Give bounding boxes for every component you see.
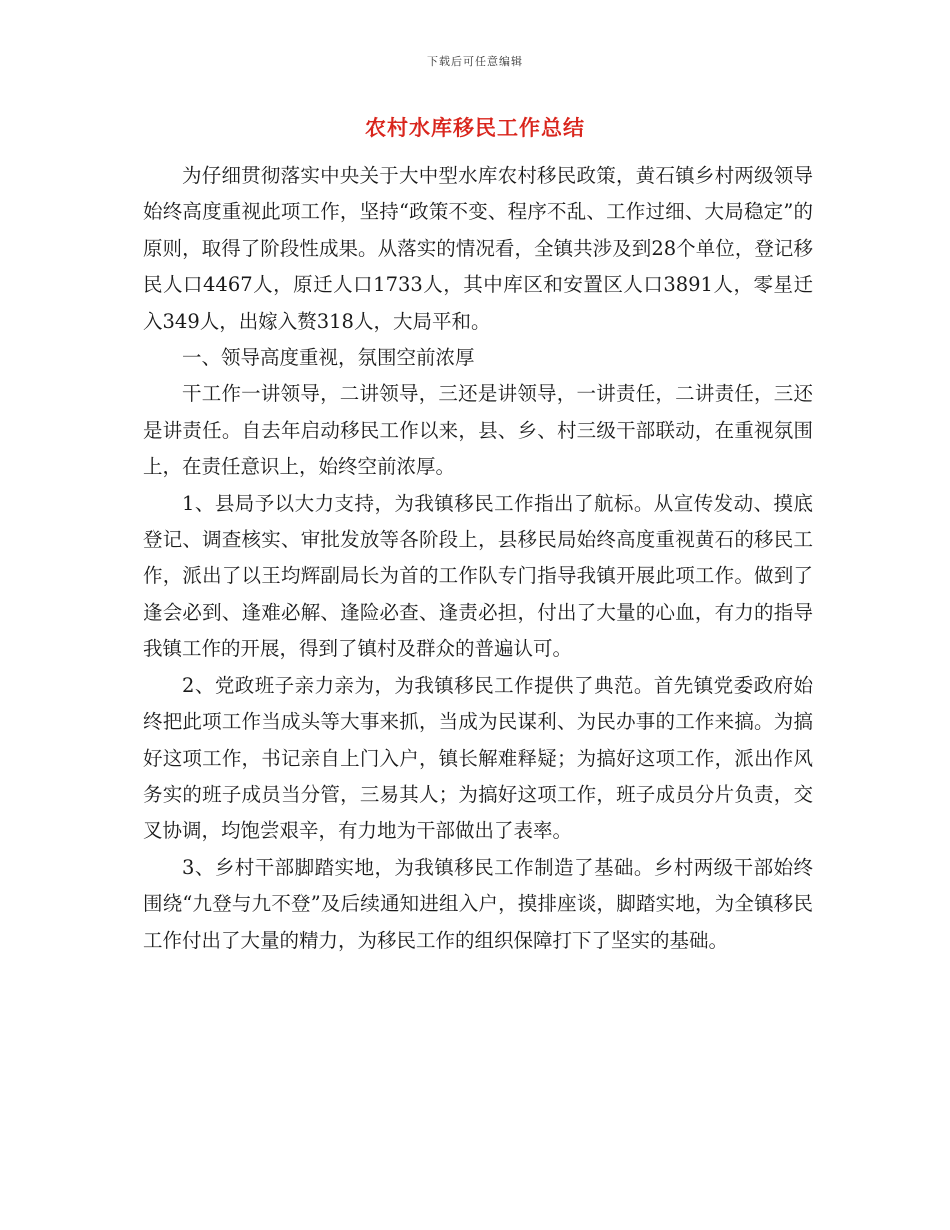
page-header-note: 下载后可任意编辑 (427, 55, 523, 68)
paragraph-point-1: 1、县局予以大力支持，为我镇移民工作指出了航标。从宣传发动、摸底登记、调查核实、审批发放等各阶段上，县移民局始终高度重视黄石的移民工作，派出了以王均辉副局长为首的工作队专门指导我镇开展此项工作。做到了逢会必到、逢难必解、逢险必查、逢责必担，付出了大量的心血，有力的指导我镇工作的开展，得到了镇村及群众的普遍认可。 (143, 491, 813, 661)
document-body (143, 158, 813, 959)
paragraph-intro: 为仔细贯彻落实中央关于大中型水库农村移民政策，黄石镇乡村两级领导始终高度重视此项工作，坚持“政策不变、程序不乱、工作过细、大局稳定”的原则，取得了阶段性成果。从落实的情况看，全镇共涉及到28个单位，登记移民人口4467人，原迁人口1733人，其中库区和安置区人口3891人，零星迁入349人，出嫁入赘318人，大局平和。 (143, 164, 813, 333)
section-heading-1: 一、领导高度重视，氛围空前浓厚 (182, 346, 475, 370)
paragraph-point-2: 2、党政班子亲力亲为，为我镇移民工作提供了典范。首先镇党委政府始终把此项工作当成头等大事来抓，当成为民谋利、为民办事的工作来搞。为搞好这项工作，书记亲自上门入户，镇长解难释疑；为搞好这项工作，派出作风务实的班子成员当分管，三易其人；为搞好这项工作，班子成员分片负责，交叉协调，均饱尝艰辛，有力地为干部做出了表率。 (143, 673, 813, 843)
paragraph-point-3: 3、乡村干部脚踏实地，为我镇移民工作制造了基础。乡村两级干部始终围绕“九登与九不登”及后续通知进组入户，摸排座谈，脚踏实地，为全镇移民工作付出了大量的精力，为移民工作的组织保障打下了坚实的基础。 (143, 855, 813, 952)
document-title: 农村水库移民工作总结 (365, 116, 585, 140)
paragraph-leadership: 干工作一讲领导，二讲领导，三还是讲领导，一讲责任，二讲责任，三还是讲责任。自去年启动移民工作以来，县、乡、村三级干部联动，在重视氛围上，在责任意识上，始终空前浓厚。 (143, 382, 813, 479)
